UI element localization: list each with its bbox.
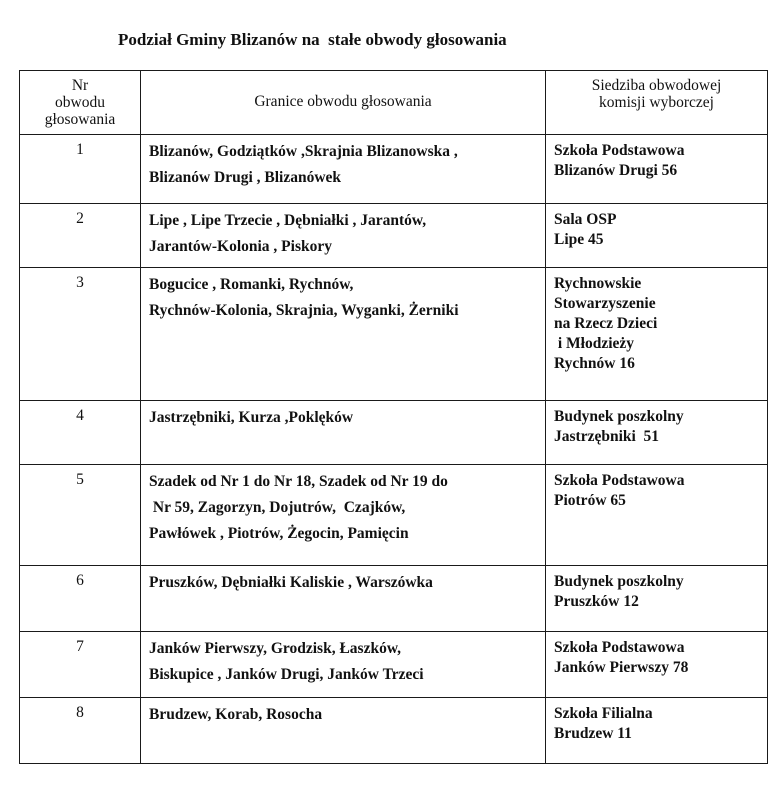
seat-line: Szkoła Podstawowa bbox=[554, 142, 685, 159]
district-number: 5 bbox=[20, 465, 141, 566]
boundary-line: Lipe , Lipe Trzecie , Dębniałki , Jarantów, bbox=[149, 212, 427, 229]
district-number: 3 bbox=[20, 268, 141, 401]
boundary-line: Blizanów, Godziątków ,Skrajnia Blizanowska , bbox=[149, 143, 458, 160]
table-row bbox=[20, 698, 768, 764]
district-boundaries bbox=[141, 135, 546, 204]
seat-line: Stowarzyszenie bbox=[554, 295, 656, 312]
boundary-line: Bogucice , Romanki, Rychnów, bbox=[149, 276, 354, 293]
header-nr-line: obwodu bbox=[55, 94, 105, 111]
commission-seat bbox=[546, 268, 768, 401]
seat-line: Lipe 45 bbox=[554, 231, 604, 248]
header-seat-line: komisji wyborczej bbox=[599, 94, 714, 111]
boundary-line: Janków Pierwszy, Grodzisk, Łaszków, bbox=[149, 640, 402, 657]
commission-seat bbox=[546, 204, 768, 268]
table-row bbox=[20, 204, 768, 268]
header-commission-seat bbox=[546, 71, 768, 135]
seat-line: Blizanów Drugi 56 bbox=[554, 162, 678, 179]
seat-line: Jastrzębniki 51 bbox=[554, 428, 660, 445]
boundary-line: Pruszków, Dębniałki Kaliskie , Warszówka bbox=[149, 574, 433, 591]
header-nr-line: głosowania bbox=[44, 111, 116, 128]
boundary-line: Jarantów-Kolonia , Piskory bbox=[149, 238, 332, 255]
district-boundaries bbox=[141, 401, 546, 465]
commission-seat bbox=[546, 566, 768, 632]
boundary-line: Szadek od Nr 1 do Nr 18, Szadek od Nr 19 do bbox=[149, 473, 448, 490]
district-boundaries bbox=[141, 204, 546, 268]
commission-seat bbox=[546, 698, 768, 764]
seat-line: Rychnowskie bbox=[554, 275, 642, 292]
seat-line: na Rzecz Dzieci bbox=[554, 315, 658, 332]
district-boundaries bbox=[141, 465, 546, 566]
boundary-line: Biskupice , Janków Drugi, Janków Trzeci bbox=[149, 666, 424, 683]
district-boundaries bbox=[141, 268, 546, 401]
district-boundaries bbox=[141, 632, 546, 698]
voting-districts-table bbox=[19, 70, 768, 764]
seat-line: i Młodzieży bbox=[554, 335, 635, 352]
commission-seat bbox=[546, 465, 768, 566]
header-district-boundaries: Granice obwodu głosowania bbox=[141, 71, 546, 135]
table-row bbox=[20, 401, 768, 465]
table-header-row bbox=[20, 71, 768, 135]
table-row bbox=[20, 268, 768, 401]
boundary-line: Rychnów-Kolonia, Skrajnia, Wyganki, Żerniki bbox=[149, 302, 459, 319]
district-number: 8 bbox=[20, 698, 141, 764]
boundary-line: Brudzew, Korab, Rosocha bbox=[149, 706, 323, 723]
district-boundaries bbox=[141, 566, 546, 632]
header-district-number bbox=[20, 71, 141, 135]
commission-seat bbox=[546, 135, 768, 204]
header-nr-line: Nr bbox=[71, 77, 89, 94]
seat-line: Piotrów 65 bbox=[554, 492, 626, 509]
document-title: Podział Gminy Blizanów na stałe obwody głosowania bbox=[118, 30, 507, 49]
boundary-line: Jastrzębniki, Kurza ,Poklęków bbox=[149, 409, 354, 426]
seat-line: Rychnów 16 bbox=[554, 355, 635, 372]
boundary-line: Blizanów Drugi , Blizanówek bbox=[149, 169, 342, 186]
seat-line: Pruszków 12 bbox=[554, 593, 639, 610]
commission-seat bbox=[546, 401, 768, 465]
table-row bbox=[20, 566, 768, 632]
seat-line: Budynek poszkolny bbox=[554, 408, 684, 425]
district-number: 4 bbox=[20, 401, 141, 465]
district-number: 2 bbox=[20, 204, 141, 268]
seat-line: Szkoła Podstawowa bbox=[554, 472, 685, 489]
district-number: 1 bbox=[20, 135, 141, 204]
seat-line: Sala OSP bbox=[554, 211, 617, 228]
seat-line: Brudzew 11 bbox=[554, 725, 632, 742]
table-row bbox=[20, 465, 768, 566]
district-number: 7 bbox=[20, 632, 141, 698]
seat-line: Szkoła Podstawowa bbox=[554, 639, 685, 656]
seat-line: Janków Pierwszy 78 bbox=[554, 659, 689, 676]
district-number: 6 bbox=[20, 566, 141, 632]
header-seat-line: Siedziba obwodowej bbox=[591, 77, 722, 94]
commission-seat bbox=[546, 632, 768, 698]
seat-line: Szkoła Filialna bbox=[554, 705, 653, 722]
table-row bbox=[20, 632, 768, 698]
table-row bbox=[20, 135, 768, 204]
boundary-line: Pawłówek , Piotrów, Żegocin, Pamięcin bbox=[149, 525, 409, 542]
seat-line: Budynek poszkolny bbox=[554, 573, 684, 590]
boundary-line: Nr 59, Zagorzyn, Dojutrów, Czajków, bbox=[149, 499, 406, 516]
district-boundaries bbox=[141, 698, 546, 764]
